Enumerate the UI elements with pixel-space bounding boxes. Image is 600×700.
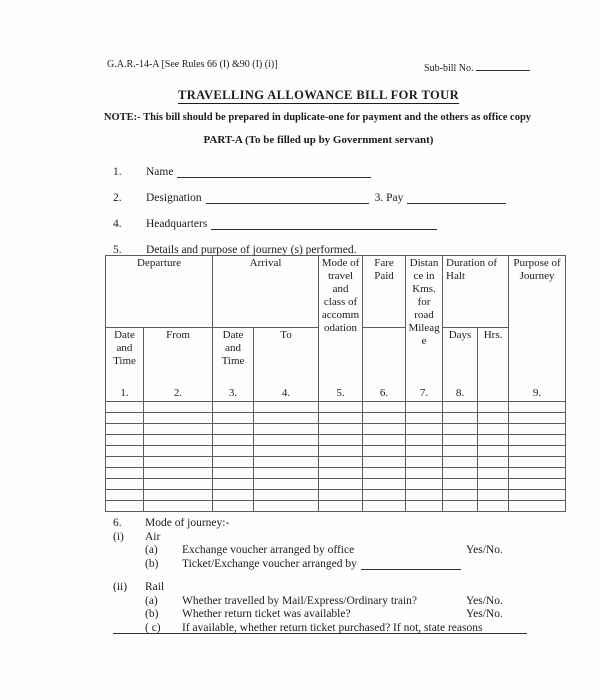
table-empty-cell xyxy=(443,457,478,468)
table-empty-cell xyxy=(319,479,363,490)
sub-bill-field xyxy=(424,59,530,74)
table-empty-cell xyxy=(363,402,406,413)
table-empty-cell xyxy=(319,446,363,457)
table-empty-cell xyxy=(478,424,509,435)
air-item-a-answer: Yes/No. xyxy=(466,544,503,556)
journey-table-empty-rows xyxy=(106,402,566,512)
designation-blank-line xyxy=(206,191,369,204)
col-header-fare-paid: Fare Paid xyxy=(363,256,406,328)
rail-item-b-answer: Yes/No. xyxy=(466,608,503,620)
table-empty-cell xyxy=(478,501,509,512)
col-header-distance-kms: Distance in Kms. for road Mileage 7. xyxy=(406,256,443,402)
table-empty-cell xyxy=(254,424,319,435)
table-empty-cell xyxy=(254,446,319,457)
table-empty-row xyxy=(106,468,566,479)
table-empty-cell xyxy=(363,479,406,490)
table-empty-cell xyxy=(144,468,213,479)
table-empty-cell xyxy=(254,457,319,468)
table-empty-cell xyxy=(106,479,144,490)
table-empty-cell xyxy=(144,479,213,490)
mode-of-journey-heading-row xyxy=(113,517,540,531)
col-header-arrival: Arrival xyxy=(213,256,319,328)
item-number: (ii) xyxy=(113,581,128,593)
table-empty-cell xyxy=(509,424,566,435)
table-empty-cell xyxy=(319,501,363,512)
table-empty-cell xyxy=(213,413,254,424)
column-number: 5. xyxy=(336,387,345,400)
column-number: 2. xyxy=(173,387,183,400)
air-label: Air xyxy=(145,530,161,543)
table-empty-cell xyxy=(106,457,144,468)
designation-label: Designation xyxy=(146,192,202,204)
table-empty-cell xyxy=(363,457,406,468)
headquarters-label: Headquarters xyxy=(146,218,208,230)
table-empty-row xyxy=(106,490,566,501)
air-item-b-row xyxy=(113,558,540,572)
table-empty-cell xyxy=(363,490,406,501)
table-empty-cell xyxy=(106,490,144,501)
journey-details-label: Details and purpose of journey (s) performed. xyxy=(146,244,357,256)
journey-details-table xyxy=(105,255,566,512)
table-empty-cell xyxy=(443,490,478,501)
col-header-duration-of-halt: Duration of Halt xyxy=(443,256,509,328)
item-number: 6. xyxy=(113,517,122,529)
mode-of-journey-section xyxy=(113,517,540,635)
field-number: 5. xyxy=(113,244,122,256)
table-empty-cell xyxy=(406,457,443,468)
table-empty-cell xyxy=(213,490,254,501)
table-empty-cell xyxy=(363,413,406,424)
table-empty-cell xyxy=(254,413,319,424)
table-empty-cell xyxy=(509,490,566,501)
table-empty-cell xyxy=(406,501,443,512)
table-empty-cell xyxy=(144,501,213,512)
table-empty-cell xyxy=(254,435,319,446)
table-empty-cell xyxy=(478,468,509,479)
table-empty-cell xyxy=(509,457,566,468)
name-label: Name xyxy=(146,166,174,178)
field-row-designation-pay xyxy=(113,191,530,217)
table-empty-cell xyxy=(213,457,254,468)
table-empty-cell xyxy=(106,446,144,457)
table-empty-cell xyxy=(254,501,319,512)
table-empty-cell xyxy=(319,424,363,435)
table-empty-cell xyxy=(213,479,254,490)
numbered-fields xyxy=(113,165,530,269)
table-empty-cell xyxy=(478,457,509,468)
table-empty-cell xyxy=(144,413,213,424)
table-empty-cell xyxy=(406,468,443,479)
table-empty-row xyxy=(106,413,566,424)
item-letter: (b) xyxy=(145,557,159,570)
mode-of-journey-label: Mode of journey:- xyxy=(145,517,230,529)
table-empty-cell xyxy=(319,490,363,501)
table-empty-cell xyxy=(509,468,566,479)
table-empty-cell xyxy=(106,468,144,479)
air-item-b-text: Ticket/Exchange voucher arranged by xyxy=(182,557,357,570)
field-number: 4. xyxy=(113,218,122,230)
table-empty-cell xyxy=(213,402,254,413)
journey-table-header xyxy=(106,256,566,402)
table-empty-cell xyxy=(144,402,213,413)
air-heading-row xyxy=(113,531,540,545)
table-empty-cell xyxy=(443,468,478,479)
item-letter: (b) xyxy=(145,608,159,620)
table-empty-cell xyxy=(478,490,509,501)
subheader-fare-paid-empty xyxy=(363,328,406,402)
pay-blank-line xyxy=(407,191,506,204)
table-empty-row xyxy=(106,446,566,457)
table-empty-cell xyxy=(478,446,509,457)
table-empty-cell xyxy=(443,435,478,446)
subheader-hrs: Hrs. xyxy=(478,328,509,402)
table-empty-cell xyxy=(106,413,144,424)
column-number: 8. xyxy=(455,387,465,400)
table-empty-cell xyxy=(363,501,406,512)
table-empty-cell xyxy=(478,479,509,490)
table-empty-cell xyxy=(319,457,363,468)
table-empty-cell xyxy=(144,490,213,501)
field-number: 2. xyxy=(113,192,122,204)
subheader-departure-date-time: Date and Time 1. xyxy=(106,328,144,402)
item-letter: (a) xyxy=(145,594,158,607)
rail-item-b-row xyxy=(113,608,540,622)
section-gap xyxy=(113,571,540,581)
table-empty-cell xyxy=(443,424,478,435)
table-empty-cell xyxy=(319,468,363,479)
field-row-headquarters xyxy=(113,217,530,243)
table-empty-cell xyxy=(478,413,509,424)
table-empty-row xyxy=(106,479,566,490)
air-item-a-row xyxy=(113,544,540,558)
table-empty-cell xyxy=(509,501,566,512)
subheader-from: From 2. xyxy=(144,328,213,402)
table-empty-cell xyxy=(509,435,566,446)
table-empty-cell xyxy=(213,424,254,435)
table-empty-cell xyxy=(406,490,443,501)
item-number: (i) xyxy=(113,530,124,543)
column-number: 4. xyxy=(281,387,291,400)
table-empty-cell xyxy=(363,424,406,435)
table-empty-cell xyxy=(144,446,213,457)
table-empty-cell xyxy=(319,413,363,424)
subheader-to: To 4. xyxy=(254,328,319,402)
rail-item-c-text: If available, whether return ticket purchased? If not, state reasons xyxy=(182,621,483,634)
table-empty-cell xyxy=(213,446,254,457)
pay-label: 3. Pay xyxy=(374,192,404,204)
table-empty-cell xyxy=(213,435,254,446)
bottom-rule-line xyxy=(113,633,527,634)
table-empty-row xyxy=(106,435,566,446)
table-empty-cell xyxy=(363,435,406,446)
air-item-b-blank-line xyxy=(361,558,461,570)
air-item-a-text: Exchange voucher arranged by office xyxy=(182,544,355,556)
sub-bill-label: Sub-bill No. xyxy=(424,63,474,74)
table-empty-cell xyxy=(443,501,478,512)
table-empty-row xyxy=(106,402,566,413)
table-empty-cell xyxy=(478,435,509,446)
name-blank-line xyxy=(177,165,371,178)
part-a-heading: PART-A (To be filled up by Government servant) xyxy=(203,134,434,146)
table-empty-cell xyxy=(319,402,363,413)
item-letter: (a) xyxy=(145,544,158,556)
table-header-row-groups xyxy=(106,256,566,328)
item-letter: ( c) xyxy=(145,621,161,634)
table-empty-row xyxy=(106,424,566,435)
form-code-text: G.A.R.-14-A [See Rules 66 (I) &90 (I) (i)] xyxy=(107,59,278,70)
table-empty-cell xyxy=(363,446,406,457)
rail-item-a-row xyxy=(113,595,540,609)
headquarters-blank-line xyxy=(211,217,437,230)
table-empty-cell xyxy=(254,490,319,501)
rail-item-a-text: Whether travelled by Mail/Express/Ordinary train? xyxy=(182,594,418,607)
field-number: 1. xyxy=(113,166,122,178)
rail-item-c-blank-line xyxy=(486,622,518,634)
column-number: 3. xyxy=(228,387,238,400)
table-empty-row xyxy=(106,457,566,468)
table-empty-cell xyxy=(319,435,363,446)
sub-bill-blank-line xyxy=(476,59,530,71)
column-number: 6. xyxy=(379,387,389,400)
table-empty-cell xyxy=(254,479,319,490)
table-empty-cell xyxy=(254,402,319,413)
table-empty-cell xyxy=(509,402,566,413)
table-empty-cell xyxy=(509,479,566,490)
table-empty-cell xyxy=(106,435,144,446)
table-empty-cell xyxy=(406,479,443,490)
rail-label: Rail xyxy=(145,581,165,593)
table-empty-cell xyxy=(509,446,566,457)
table-empty-cell xyxy=(406,402,443,413)
note-text: NOTE:- This bill should be prepared in duplicate-one for payment and the others as office copy xyxy=(103,112,532,123)
table-empty-cell xyxy=(406,424,443,435)
table-empty-cell xyxy=(443,446,478,457)
field-row-name xyxy=(113,165,530,191)
table-empty-row xyxy=(106,501,566,512)
table-empty-cell xyxy=(443,402,478,413)
table-empty-cell xyxy=(406,446,443,457)
table-empty-cell xyxy=(254,468,319,479)
column-number: 7. xyxy=(419,387,429,400)
table-empty-cell xyxy=(213,468,254,479)
table-empty-cell xyxy=(443,479,478,490)
table-empty-cell xyxy=(509,413,566,424)
col-header-purpose-of-journey: Purpose of Journey 9. xyxy=(509,256,566,402)
table-empty-cell xyxy=(106,501,144,512)
table-empty-cell xyxy=(363,468,406,479)
form-title: TRAVELLING ALLOWANCE BILL FOR TOUR xyxy=(177,88,460,102)
table-empty-cell xyxy=(478,402,509,413)
subheader-days: Days 8. xyxy=(443,328,478,402)
table-empty-cell xyxy=(443,413,478,424)
table-empty-cell xyxy=(213,501,254,512)
table-empty-cell xyxy=(106,402,144,413)
table-empty-cell xyxy=(106,424,144,435)
table-empty-cell xyxy=(144,424,213,435)
column-number: 9. xyxy=(532,387,542,400)
rail-item-b-text: Whether return ticket was available? xyxy=(182,608,351,620)
column-number: 1. xyxy=(120,387,129,400)
table-empty-cell xyxy=(144,435,213,446)
table-empty-cell xyxy=(406,413,443,424)
rail-item-a-answer: Yes/No. xyxy=(466,594,503,607)
table-empty-cell xyxy=(406,435,443,446)
subheader-arrival-date-time: Date and Time 3. xyxy=(213,328,254,402)
rail-heading-row xyxy=(113,581,540,595)
col-header-mode-of-travel: Mode of travel and class of accommodation 5. xyxy=(319,256,363,402)
table-empty-cell xyxy=(144,457,213,468)
doc-header xyxy=(107,59,530,74)
col-header-departure: Departure xyxy=(106,256,213,328)
